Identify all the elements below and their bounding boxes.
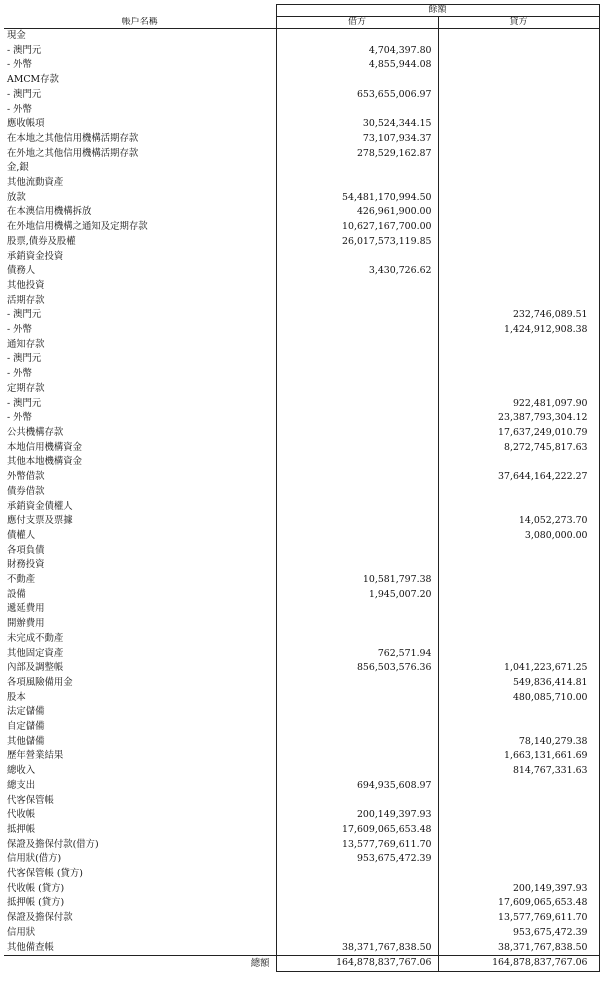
debit-cell xyxy=(276,926,438,941)
table-row xyxy=(4,485,599,500)
account-name-cell: 應付支票及票據 xyxy=(4,514,276,529)
credit-cell: 78,140,279.38 xyxy=(438,735,599,750)
debit-cell xyxy=(276,485,438,500)
credit-cell xyxy=(438,176,599,191)
account-name-cell: 歷年營業結果 xyxy=(4,749,276,764)
table-row xyxy=(4,602,599,617)
table-row xyxy=(4,676,599,691)
account-name-cell: 股票,債券及股權 xyxy=(4,235,276,250)
account-name-cell: 代收帳 (貸方) xyxy=(4,882,276,897)
table-row xyxy=(4,205,599,220)
table-row xyxy=(4,764,599,779)
debit-cell: 13,577,769,611.70 xyxy=(276,838,438,853)
debit-cell: 200,149,397.93 xyxy=(276,808,438,823)
debit-cell: 38,371,767,838.50 xyxy=(276,941,438,956)
credit-cell: 200,149,397.93 xyxy=(438,882,599,897)
table-row xyxy=(4,647,599,662)
account-name-cell: - 澳門元 xyxy=(4,88,276,103)
account-name-cell: 開辦費用 xyxy=(4,617,276,632)
table-row xyxy=(4,191,599,206)
table-row xyxy=(4,338,599,353)
credit-cell: 38,371,767,838.50 xyxy=(438,941,599,956)
header-blank-cell xyxy=(4,5,276,17)
account-name-cell: 在本地之其他信用機構活期存款 xyxy=(4,132,276,147)
debit-cell: 30,524,344.15 xyxy=(276,117,438,132)
account-name-cell: 信用狀(借方) xyxy=(4,852,276,867)
credit-cell xyxy=(438,205,599,220)
total-credit: 164,878,837,767.06 xyxy=(438,956,599,972)
credit-cell xyxy=(438,147,599,162)
credit-cell: 922,481,097.90 xyxy=(438,397,599,412)
table-row xyxy=(4,455,599,470)
debit-cell xyxy=(276,558,438,573)
account-name-cell: 本地信用機構資金 xyxy=(4,441,276,456)
table-row xyxy=(4,308,599,323)
table-row xyxy=(4,44,599,59)
account-name-cell: 自定儲備 xyxy=(4,720,276,735)
credit-cell: 1,041,223,671.25 xyxy=(438,661,599,676)
table-row xyxy=(4,250,599,265)
table-row xyxy=(4,558,599,573)
account-name-cell: 放款 xyxy=(4,191,276,206)
account-name-cell: - 外幣 xyxy=(4,323,276,338)
account-name-cell: 其他固定資產 xyxy=(4,647,276,662)
table-row xyxy=(4,117,599,132)
credit-cell xyxy=(438,485,599,500)
table-row xyxy=(4,411,599,426)
account-name-cell: 保證及擔保付款 xyxy=(4,911,276,926)
table-row xyxy=(4,794,599,809)
credit-cell: 17,609,065,653.48 xyxy=(438,896,599,911)
credit-cell xyxy=(438,44,599,59)
table-row xyxy=(4,132,599,147)
table-row xyxy=(4,867,599,882)
account-name-cell: 內部及調整帳 xyxy=(4,661,276,676)
account-name-cell: 公共機構存款 xyxy=(4,426,276,441)
credit-cell xyxy=(438,617,599,632)
debit-cell: 10,581,797.38 xyxy=(276,573,438,588)
account-name-cell: 債券借款 xyxy=(4,485,276,500)
trial-balance-sheet xyxy=(4,4,600,972)
debit-cell xyxy=(276,794,438,809)
credit-cell xyxy=(438,103,599,118)
debit-cell xyxy=(276,397,438,412)
debit-cell xyxy=(276,691,438,706)
table-row xyxy=(4,588,599,603)
account-name-cell: 在外地之其他信用機構活期存款 xyxy=(4,147,276,162)
debit-cell: 653,655,006.97 xyxy=(276,88,438,103)
debit-cell: 953,675,472.39 xyxy=(276,852,438,867)
debit-cell xyxy=(276,911,438,926)
debit-cell xyxy=(276,250,438,265)
account-name-cell: 外幣借款 xyxy=(4,470,276,485)
debit-cell xyxy=(276,617,438,632)
debit-cell xyxy=(276,529,438,544)
debit-cell xyxy=(276,161,438,176)
account-name-cell: - 外幣 xyxy=(4,411,276,426)
credit-cell xyxy=(438,161,599,176)
table-row xyxy=(4,882,599,897)
debit-cell xyxy=(276,441,438,456)
debit-cell xyxy=(276,352,438,367)
account-name-cell: 其他投資 xyxy=(4,279,276,294)
debit-header: 借方 xyxy=(276,17,438,29)
account-name-cell: 其他本地機構資金 xyxy=(4,455,276,470)
table-row xyxy=(4,161,599,176)
debit-cell: 278,529,162.87 xyxy=(276,147,438,162)
debit-cell xyxy=(276,764,438,779)
account-name-cell: 股本 xyxy=(4,691,276,706)
debit-cell xyxy=(276,411,438,426)
table-row xyxy=(4,176,599,191)
account-name-cell: 承銷資金投資 xyxy=(4,250,276,265)
debit-cell xyxy=(276,279,438,294)
account-name-cell: 現金 xyxy=(4,29,276,44)
debit-cell: 1,945,007.20 xyxy=(276,588,438,603)
debit-cell xyxy=(276,720,438,735)
balance-header: 餘額 xyxy=(276,5,599,17)
debit-cell xyxy=(276,735,438,750)
table-row xyxy=(4,58,599,73)
table-row xyxy=(4,264,599,279)
table-row xyxy=(4,529,599,544)
table-row xyxy=(4,500,599,515)
account-name-cell: 債權人 xyxy=(4,529,276,544)
debit-cell xyxy=(276,382,438,397)
account-name-cell: 遞延費用 xyxy=(4,602,276,617)
debit-cell: 694,935,608.97 xyxy=(276,779,438,794)
account-name-cell: 通知存款 xyxy=(4,338,276,353)
debit-cell: 3,430,726.62 xyxy=(276,264,438,279)
account-name-cell: 債務人 xyxy=(4,264,276,279)
account-name-cell: 承銷資金債權人 xyxy=(4,500,276,515)
credit-cell: 232,746,089.51 xyxy=(438,308,599,323)
account-rows xyxy=(4,29,599,956)
debit-cell xyxy=(276,294,438,309)
account-name-cell: 代客保管帳 (貸方) xyxy=(4,867,276,882)
account-name-header: 帳戶名稱 xyxy=(4,17,276,29)
credit-cell xyxy=(438,73,599,88)
debit-cell: 73,107,934.37 xyxy=(276,132,438,147)
credit-cell xyxy=(438,220,599,235)
table-row xyxy=(4,735,599,750)
credit-cell xyxy=(438,838,599,853)
debit-cell xyxy=(276,103,438,118)
credit-cell xyxy=(438,632,599,647)
table-row xyxy=(4,926,599,941)
table-row xyxy=(4,73,599,88)
account-name-cell: 財務投資 xyxy=(4,558,276,573)
debit-cell xyxy=(276,455,438,470)
credit-cell xyxy=(438,117,599,132)
account-name-cell: 金,銀 xyxy=(4,161,276,176)
account-name-cell: 設備 xyxy=(4,588,276,603)
credit-cell xyxy=(438,647,599,662)
account-name-cell: 在本澳信用機構拆放 xyxy=(4,205,276,220)
account-name-cell: 信用狀 xyxy=(4,926,276,941)
credit-cell xyxy=(438,852,599,867)
table-row xyxy=(4,88,599,103)
account-name-cell: 定期存款 xyxy=(4,382,276,397)
total-row xyxy=(4,956,599,972)
account-name-cell: 其他儲備 xyxy=(4,735,276,750)
debit-cell: 856,503,576.36 xyxy=(276,661,438,676)
account-name-cell: - 外幣 xyxy=(4,103,276,118)
table-row xyxy=(4,852,599,867)
credit-cell xyxy=(438,808,599,823)
debit-cell xyxy=(276,749,438,764)
credit-cell xyxy=(438,294,599,309)
account-name-cell: 總支出 xyxy=(4,779,276,794)
credit-cell xyxy=(438,544,599,559)
table-row xyxy=(4,397,599,412)
credit-cell xyxy=(438,794,599,809)
account-name-cell: 代收帳 xyxy=(4,808,276,823)
debit-cell xyxy=(276,29,438,44)
debit-cell: 10,627,167,700.00 xyxy=(276,220,438,235)
table-row xyxy=(4,617,599,632)
table-row xyxy=(4,382,599,397)
table-row xyxy=(4,779,599,794)
table-row xyxy=(4,661,599,676)
credit-cell xyxy=(438,867,599,882)
credit-cell: 17,637,249,010.79 xyxy=(438,426,599,441)
account-name-cell: AMCM存款 xyxy=(4,73,276,88)
account-name-cell: 在外地信用機構之通知及定期存款 xyxy=(4,220,276,235)
credit-cell xyxy=(438,720,599,735)
account-name-cell: 應收帳項 xyxy=(4,117,276,132)
debit-cell xyxy=(276,705,438,720)
account-name-cell: 抵押帳 (貸方) xyxy=(4,896,276,911)
credit-cell xyxy=(438,191,599,206)
account-name-cell: 各項負債 xyxy=(4,544,276,559)
credit-cell xyxy=(438,455,599,470)
credit-cell: 953,675,472.39 xyxy=(438,926,599,941)
credit-cell: 549,836,414.81 xyxy=(438,676,599,691)
header-row-columns xyxy=(4,17,599,29)
total-debit: 164,878,837,767.06 xyxy=(276,956,438,972)
credit-cell xyxy=(438,500,599,515)
credit-cell xyxy=(438,779,599,794)
debit-cell: 4,855,944.08 xyxy=(276,58,438,73)
table-row xyxy=(4,691,599,706)
credit-cell: 480,085,710.00 xyxy=(438,691,599,706)
table-row xyxy=(4,941,599,956)
table-row xyxy=(4,544,599,559)
account-name-cell: 活期存款 xyxy=(4,294,276,309)
credit-cell xyxy=(438,250,599,265)
debit-cell xyxy=(276,676,438,691)
debit-cell xyxy=(276,308,438,323)
debit-cell xyxy=(276,176,438,191)
account-name-cell: - 澳門元 xyxy=(4,352,276,367)
table-row xyxy=(4,352,599,367)
table-row xyxy=(4,838,599,853)
table-row xyxy=(4,705,599,720)
table-row xyxy=(4,147,599,162)
trial-balance-table xyxy=(4,4,600,972)
debit-cell: 17,609,065,653.48 xyxy=(276,823,438,838)
debit-cell: 426,961,900.00 xyxy=(276,205,438,220)
credit-cell: 37,644,164,222.27 xyxy=(438,470,599,485)
credit-cell: 14,052,273.70 xyxy=(438,514,599,529)
table-row xyxy=(4,323,599,338)
account-name-cell: - 澳門元 xyxy=(4,308,276,323)
credit-cell xyxy=(438,382,599,397)
credit-cell xyxy=(438,352,599,367)
credit-header: 貸方 xyxy=(438,17,599,29)
table-row xyxy=(4,441,599,456)
credit-cell xyxy=(438,132,599,147)
header-row-balance xyxy=(4,5,599,17)
debit-cell xyxy=(276,882,438,897)
table-row xyxy=(4,103,599,118)
debit-cell xyxy=(276,338,438,353)
account-name-cell: - 外幣 xyxy=(4,367,276,382)
debit-cell xyxy=(276,514,438,529)
table-row xyxy=(4,367,599,382)
debit-cell xyxy=(276,632,438,647)
debit-cell xyxy=(276,470,438,485)
credit-cell xyxy=(438,58,599,73)
table-row xyxy=(4,823,599,838)
total-label: 總額 xyxy=(4,956,276,972)
table-row xyxy=(4,749,599,764)
debit-cell xyxy=(276,73,438,88)
table-row xyxy=(4,235,599,250)
credit-cell: 1,424,912,908.38 xyxy=(438,323,599,338)
table-row xyxy=(4,720,599,735)
table-row xyxy=(4,426,599,441)
debit-cell: 4,704,397.80 xyxy=(276,44,438,59)
table-row xyxy=(4,896,599,911)
table-row xyxy=(4,808,599,823)
debit-cell xyxy=(276,426,438,441)
credit-cell: 13,577,769,611.70 xyxy=(438,911,599,926)
table-row xyxy=(4,632,599,647)
credit-cell xyxy=(438,338,599,353)
debit-cell xyxy=(276,544,438,559)
debit-cell xyxy=(276,323,438,338)
credit-cell xyxy=(438,367,599,382)
table-row xyxy=(4,279,599,294)
table-row xyxy=(4,470,599,485)
debit-cell xyxy=(276,500,438,515)
debit-cell xyxy=(276,896,438,911)
account-name-cell: - 澳門元 xyxy=(4,397,276,412)
credit-cell xyxy=(438,705,599,720)
account-name-cell: 抵押帳 xyxy=(4,823,276,838)
account-name-cell: 其他備查帳 xyxy=(4,941,276,956)
credit-cell: 8,272,745,817.63 xyxy=(438,441,599,456)
account-name-cell: 法定儲備 xyxy=(4,705,276,720)
debit-cell xyxy=(276,367,438,382)
credit-cell xyxy=(438,588,599,603)
credit-cell xyxy=(438,29,599,44)
table-row xyxy=(4,911,599,926)
account-name-cell: 其他流動資產 xyxy=(4,176,276,191)
table-row xyxy=(4,29,599,44)
account-name-cell: 不動產 xyxy=(4,573,276,588)
table-row xyxy=(4,514,599,529)
debit-cell: 54,481,170,994.50 xyxy=(276,191,438,206)
table-row xyxy=(4,573,599,588)
credit-cell xyxy=(438,279,599,294)
credit-cell xyxy=(438,88,599,103)
credit-cell xyxy=(438,264,599,279)
credit-cell xyxy=(438,558,599,573)
credit-cell xyxy=(438,235,599,250)
debit-cell: 762,571.94 xyxy=(276,647,438,662)
debit-cell xyxy=(276,867,438,882)
credit-cell: 1,663,131,661.69 xyxy=(438,749,599,764)
credit-cell xyxy=(438,602,599,617)
account-name-cell: - 澳門元 xyxy=(4,44,276,59)
credit-cell: 23,387,793,304.12 xyxy=(438,411,599,426)
account-name-cell: 代客保管帳 xyxy=(4,794,276,809)
credit-cell xyxy=(438,573,599,588)
account-name-cell: 未完成不動產 xyxy=(4,632,276,647)
table-row xyxy=(4,294,599,309)
debit-cell xyxy=(276,602,438,617)
account-name-cell: 保證及擔保付款(借方) xyxy=(4,838,276,853)
credit-cell: 814,767,331.63 xyxy=(438,764,599,779)
debit-cell: 26,017,573,119.85 xyxy=(276,235,438,250)
table-row xyxy=(4,220,599,235)
credit-cell xyxy=(438,823,599,838)
credit-cell: 3,080,000.00 xyxy=(438,529,599,544)
account-name-cell: 各項風險備用金 xyxy=(4,676,276,691)
account-name-cell: 總收入 xyxy=(4,764,276,779)
account-name-cell: - 外幣 xyxy=(4,58,276,73)
